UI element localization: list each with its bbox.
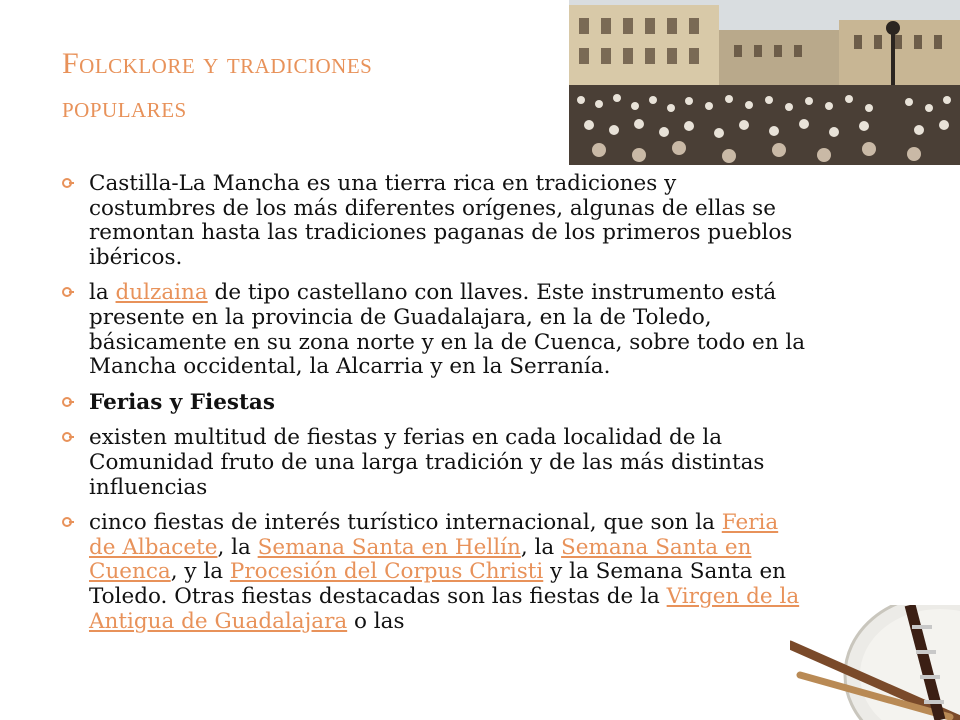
bullet-item: [62, 426, 807, 500]
bullet-text: Castilla-La Mancha es una tierra rica en tradiciones y costumbres de los más diferentes orígenes, algunas de ellas se remontan hasta las tradiciones paganas de los primeros pueblos ibéricos.: [89, 171, 793, 270]
title-line-2: populares: [62, 91, 187, 124]
link-virgen-antigua-guadalajara[interactable]: Virgen de la Antigua de Guadalajara: [89, 583, 800, 634]
bullet-text-part: o las: [347, 608, 405, 634]
bullet-item: [62, 281, 807, 379]
link-dulzaina[interactable]: dulzaina: [115, 280, 208, 306]
bullet-item: [62, 511, 807, 634]
link-corpus-christi[interactable]: Procesión del Corpus Christi: [229, 559, 544, 585]
bullet-icon: [62, 517, 72, 527]
bullet-text-part: cinco fiestas de interés turístico internacional, que son la: [89, 510, 722, 536]
bullet-text-pre: la: [89, 280, 116, 306]
bullet-icon: [62, 397, 72, 407]
bullet-text-post: de tipo castellano con llaves. Este instrumento está presente en la provincia de Guadalajara, en la de Toledo, básicamente en su zona norte y en la de Cuenca, sobre todo en la Mancha occidental, la Alcarria y en la Serranía.: [89, 280, 806, 380]
bullet-text-part: y la Semana Santa en Toledo. Otras fiestas destacadas son las fiestas de la: [89, 559, 787, 609]
bullet-text-part: , la: [217, 534, 258, 560]
content-bullet-list: [62, 172, 807, 645]
bullet-item: [62, 172, 807, 270]
bullet-icon: [62, 432, 72, 442]
plaza-crowd-photo: [569, 0, 960, 165]
link-semana-santa-cuenca[interactable]: Semana Santa en Cuenca: [89, 534, 752, 585]
link-feria-albacete[interactable]: Feria de Albacete: [89, 510, 779, 560]
bullet-item: [62, 391, 807, 416]
bullet-icon: [62, 287, 72, 297]
bullet-text-part: , y la: [170, 559, 230, 585]
bullet-text: existen multitud de fiestas y ferias en cada localidad de la Comunidad fruto de una larga tradición y de las más distintas influencias: [89, 425, 765, 500]
bullet-icon: [62, 178, 72, 188]
bullet-text-part: , la: [520, 534, 562, 560]
bullet-heading-ferias: Ferias y Fiestas: [89, 389, 275, 415]
dulzaina-instrument-photo: [790, 605, 960, 720]
link-semana-santa-hellin[interactable]: Semana Santa en Hellín: [257, 534, 521, 560]
title-line-1: Folcklore y tradiciones: [62, 47, 373, 80]
slide-title: [62, 42, 562, 130]
